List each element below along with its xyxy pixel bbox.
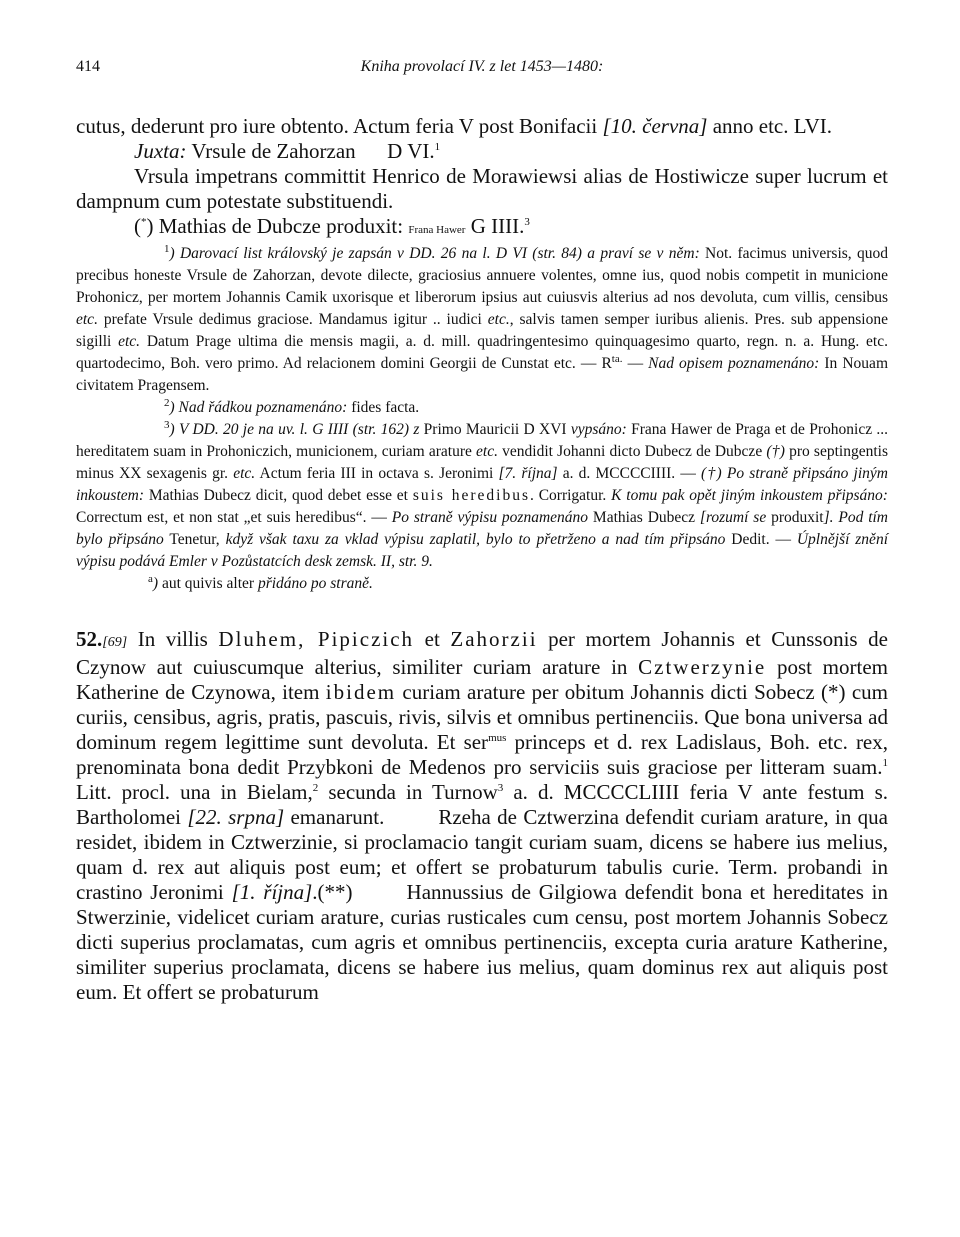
section-52 xyxy=(76,627,888,1005)
paragraph-vrsula: Vrsula impetrans committit Henrico de Morawiewsi alias de Hostiwicze super lucrum et dampnum cum potestate substituendi. xyxy=(76,164,888,213)
section-52-text: 52.[69] In villis Dluhem, Pipiczich et Zahorzii per mortem Johannis et Cunssonis de Czynow aut cuiuscumque alterius, similiter curiam arature in Cztwerzynie post mortem Katherine de Czynowa, item ibidem curiam arature per obitum Johannis dicti Sobecz (*) cum curiis, censibus, agris, pratis, pascuis, rivis, silvis et omnibus pertinenciis. Que bona universa ad dominum regem legittime sunt devoluta. Et ser$^{mus}$ princeps et d. rex Ladislaus, Boh. etc. rex, prenominata bona dedit Przybkoni de Medenos pro serviciis suis graciose per litteram suam.$^1$ Litt. procl. una in Bielam,$^2$ secunda in Turnow$^3$ a. d. MCCCCLIIII feria V ante festum s. Bartholomei [22. srpna] emanarunt. Rzeha de Cztwerzina defendit curiam arature, in qua residet, ibidem in Cztwerzinie, si proclamacio tangit curiam suam, dicens se habere ius melius, quam d. rex aut aliquis post eum; et offert se probaturum tabulis curie. Term. probandi in crastino Jeronimi [1. října].(**) Hannussius de Gilgiowa defendit bona et hereditates in Stwerzinie, videlicet curiam arature, curias rusticales cum censu, post mortem Johannis Sobecz dicti superius proclamatas, cum agris et omnibus pertinenciis, excepta curia arature Katherine, similiter superius proclamata, dicens se habere ius melius, quam dominus rex aut aliquis post eum. Et offert se probaturum xyxy=(76,627,889,1004)
page-header xyxy=(76,58,888,84)
document-page xyxy=(76,58,888,1026)
main-text-top xyxy=(76,114,888,243)
footnote-a: $^a$) aut quivis alter přidáno po straně. xyxy=(148,572,373,592)
page-number: 414 xyxy=(76,58,100,75)
footnote-3: $^3$) V DD. 20 je na uv. l. G IIII (str. 162) z Primo Mauricii D XVI vypsáno: Frana Hawer de Praga et de Prohonicz ... hereditatem suam in Prohoniczich, municionem, curiam arature etc. vendidit Johanni dicto Dubecz de Dubcze (†) pro septingentis minus XX sexagenis gr. etc. Actum feria III in octava s. Jeronimi [7. října] a. d. MCCCCIIII. — (†) Po straně připsáno jiným inkoustem: Mathias Dubecz dicit, quod debet esse et suis heredibus. Corrigatur. K tomu pak opět jiným inkoustem připsáno: Correctum est, et non stat „et suis heredibus“. — Po straně výpisu poznamenáno Mathias Dubecz [rozumí se produxit]. Pod tím bylo připsáno Tenetur, když však taxu za vklad výpisu zaplatil, bylo to přetrženo a nad tím připsáno Dedit. — Úplnější znění výpisu podává Emler v Pozůstatcích desk zemsk. II, str. 9. xyxy=(76,418,889,570)
paragraph-mathias: (*) Mathias de Dubcze produxit: Frana Hawer G IIII.$^3$ xyxy=(134,214,530,238)
footnote-1: $^1$) Darovací list královský je zapsán v DD. 26 na l. D VI (str. 84) a praví se v něm: Not. facimus universis, quod precibus honeste Vrsule de Zahorzan, devote dilecte, graciosius annuere volentes, omne ius, quod nobis competit in municione Prohonicz, per mortem Johannis Camik uxorisque et liberorum ipsius aut cuiusvis alterius ad nos devoluta, cum villis, censibus etc. prefate Vrsule dedimus graciose. Mandamus igitur .. iudici etc., salvis tamen semper iuribus alienis. Pres. sub appensione sigilli etc. Datum Prage ultima die mensis magii, a. d. mill. quadringentesimo quinquagesimo quarto, regn. n. a. Hung. etc. quartodecimo, Boh. vero primo. Ad relacionem domini Georgii de Cunstat etc. — $R^{ta.}$ — Nad opisem poznamenáno: In Nouam civitatem Pragensem. xyxy=(76,242,888,394)
footnote-2: $^2$) Nad řádkou poznamenáno: fides facta. xyxy=(164,396,420,416)
section-number: 52. xyxy=(76,627,103,651)
paragraph-actum: cutus, dederunt pro iure obtento. Actum feria V post Bonifacii [10. června] anno etc. LVI. xyxy=(76,114,833,138)
paragraph-juxta: Juxta: Vrsule de Zahorzan D VI.$^1$ xyxy=(134,139,441,163)
running-title: Kniha provolací IV. z let 1453—1480: xyxy=(360,58,604,75)
footnotes xyxy=(76,243,888,595)
